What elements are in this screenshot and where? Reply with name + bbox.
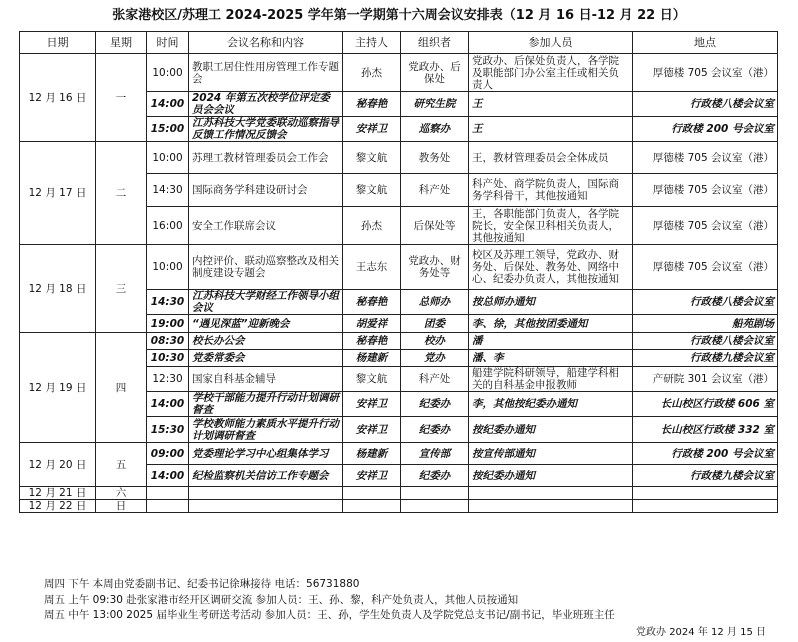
- meeting-name-cell: 2024 年第五次校学位评定委员会会议: [189, 92, 343, 117]
- organizer-cell: 党办: [401, 350, 469, 367]
- meeting-name-cell: 学校干部能力提升行动计划调研督查: [189, 392, 343, 417]
- organizer-cell: 党政办、财务处等: [401, 245, 469, 290]
- date-cell: 12 月 17 日: [20, 142, 96, 245]
- weekday-cell: 一: [96, 54, 147, 142]
- host-cell: 杨建新: [343, 350, 401, 367]
- location-cell: 船苑剧场: [633, 315, 778, 333]
- meeting-name-cell: [189, 487, 343, 500]
- organizer-cell: 纪委办: [401, 392, 469, 417]
- organizer-cell: 后保处等: [401, 207, 469, 245]
- header-weekday: 星期: [96, 32, 147, 54]
- organizer-cell: 研究生院: [401, 92, 469, 117]
- location-cell: 厚德楼 705 会议室（港）: [633, 54, 778, 92]
- location-cell: [633, 500, 778, 513]
- host-cell: 孙杰: [343, 54, 401, 92]
- header-date: 日期: [20, 32, 96, 54]
- page-title: 张家港校区/苏理工 2024-2025 学年第一学期第十六周会议安排表（12 月 16 日-12 月 22 日）: [112, 8, 686, 23]
- location-cell: 行政楼 200 号会议室: [633, 443, 778, 465]
- host-cell: 孙杰: [343, 207, 401, 245]
- attendees-cell: 王，各职能部门负责人，各学院院长，安全保卫科相关负责人，其他按通知: [469, 207, 633, 245]
- host-cell: 秘春艳: [343, 290, 401, 315]
- organizer-cell: 团委: [401, 315, 469, 333]
- location-cell: 长山校区行政楼 606 室: [633, 392, 778, 417]
- meeting-name-cell: 党委常委会: [189, 350, 343, 367]
- time-cell: [147, 487, 189, 500]
- attendees-cell: 按纪委办通知: [469, 417, 633, 443]
- footer-note-2: 周五 上午 09:30 赴张家港市经开区调研交流 参加人员：王、孙、黎，科产处负责人，其他人员按通知: [44, 594, 519, 606]
- time-cell: 09:00: [147, 443, 189, 465]
- header-row: [20, 32, 778, 54]
- time-cell: 15:30: [147, 417, 189, 443]
- weekday-cell: 六: [96, 487, 147, 500]
- meeting-name-cell: “遇见深蓝”迎新晚会: [189, 315, 343, 333]
- time-cell: 10:00: [147, 142, 189, 174]
- weekday-cell: 五: [96, 443, 147, 487]
- schedule-table: [19, 31, 778, 513]
- location-cell: 行政楼九楼会议室: [633, 465, 778, 487]
- footer-note-3: 周五 中午 13:00 2025 届毕业生考研送考活动 参加人员：王、孙，学生处负责人及学院党总支书记/副书记，毕业班班主任: [44, 609, 615, 621]
- host-cell: 安祥卫: [343, 465, 401, 487]
- host-cell: [343, 487, 401, 500]
- attendees-cell: 李、徐，其他按团委通知: [469, 315, 633, 333]
- header-attendees: 参加人员: [469, 32, 633, 54]
- time-cell: 10:30: [147, 350, 189, 367]
- location-cell: 厚德楼 705 会议室（港）: [633, 245, 778, 290]
- attendees-cell: 王，教材管理委员会全体成员: [469, 142, 633, 174]
- meeting-name-cell: 苏理工教材管理委员会工作会: [189, 142, 343, 174]
- date-cell: 12 月 16 日: [20, 54, 96, 142]
- location-cell: 行政楼八楼会议室: [633, 333, 778, 350]
- time-cell: 15:00: [147, 117, 189, 142]
- time-cell: 08:30: [147, 333, 189, 350]
- host-cell: 黎文航: [343, 367, 401, 392]
- date-cell: 12 月 22 日: [20, 500, 96, 513]
- meeting-name-cell: 江苏科技大学党委联动巡察指导反馈工作情况反馈会: [189, 117, 343, 142]
- time-cell: 14:00: [147, 465, 189, 487]
- meeting-name-cell: 党委理论学习中心组集体学习: [189, 443, 343, 465]
- host-cell: [343, 500, 401, 513]
- organizer-cell: 党政办、后保处: [401, 54, 469, 92]
- host-cell: 杨建新: [343, 443, 401, 465]
- weekday-cell: 二: [96, 142, 147, 245]
- attendees-cell: 党政办、后保处负责人，各学院及职能部门办公室主任或相关负责人: [469, 54, 633, 92]
- host-cell: 秘春艳: [343, 92, 401, 117]
- attendees-cell: 按总师办通知: [469, 290, 633, 315]
- time-cell: 12:30: [147, 367, 189, 392]
- attendees-cell: [469, 500, 633, 513]
- attendees-cell: 船建学院科研领导，船建学科相关的自科基金申报教师: [469, 367, 633, 392]
- empty-day-row: [20, 487, 778, 500]
- attendees-cell: 李，其他按纪委办通知: [469, 392, 633, 417]
- organizer-cell: 科产处: [401, 174, 469, 207]
- attendees-cell: 按宣传部通知: [469, 443, 633, 465]
- table-row: [20, 443, 778, 465]
- location-cell: 长山校区行政楼 332 室: [633, 417, 778, 443]
- organizer-cell: 科产处: [401, 367, 469, 392]
- host-cell: 王志东: [343, 245, 401, 290]
- time-cell: [147, 500, 189, 513]
- host-cell: 安祥卫: [343, 417, 401, 443]
- weekday-cell: 三: [96, 245, 147, 333]
- location-cell: 行政楼八楼会议室: [633, 290, 778, 315]
- time-cell: 14:00: [147, 392, 189, 417]
- location-cell: 厚德楼 705 会议室（港）: [633, 142, 778, 174]
- attendees-cell: 王: [469, 92, 633, 117]
- header-organizer: 组织者: [401, 32, 469, 54]
- attendees-cell: 潘、李: [469, 350, 633, 367]
- meeting-name-cell: 国家自科基金辅导: [189, 367, 343, 392]
- meeting-name-cell: 国际商务学科建设研讨会: [189, 174, 343, 207]
- meeting-name-cell: 内控评价、联动巡察整改及相关制度建设专题会: [189, 245, 343, 290]
- weekday-cell: 四: [96, 333, 147, 443]
- organizer-cell: 纪委办: [401, 417, 469, 443]
- attendees-cell: 王: [469, 117, 633, 142]
- attendees-cell: 潘: [469, 333, 633, 350]
- meeting-name-cell: [189, 500, 343, 513]
- meeting-name-cell: 江苏科技大学财经工作领导小组会议: [189, 290, 343, 315]
- host-cell: 秘春艳: [343, 333, 401, 350]
- empty-day-row: [20, 500, 778, 513]
- organizer-cell: 校办: [401, 333, 469, 350]
- time-cell: 14:00: [147, 92, 189, 117]
- weekday-cell: 日: [96, 500, 147, 513]
- time-cell: 19:00: [147, 315, 189, 333]
- table-row: [20, 142, 778, 174]
- location-cell: 厚德楼 705 会议室（港）: [633, 207, 778, 245]
- host-cell: 安祥卫: [343, 392, 401, 417]
- organizer-cell: [401, 487, 469, 500]
- meeting-name-cell: 安全工作联席会议: [189, 207, 343, 245]
- organizer-cell: 巡察办: [401, 117, 469, 142]
- meeting-name-cell: 学校教师能力素质水平提升行动计划调研督查: [189, 417, 343, 443]
- signature: 党政办 2024 年 12 月 15 日: [636, 627, 766, 638]
- header-location: 地点: [633, 32, 778, 54]
- table-row: [20, 333, 778, 350]
- table-row: [20, 54, 778, 92]
- location-cell: 行政楼八楼会议室: [633, 92, 778, 117]
- footer-note-1: 周四 下午 本周由党委副书记、纪委书记徐琳接待 电话：56731880: [44, 578, 360, 590]
- date-cell: 12 月 20 日: [20, 443, 96, 487]
- attendees-cell: [469, 487, 633, 500]
- meeting-name-cell: 教职工居住性用房管理工作专题会: [189, 54, 343, 92]
- location-cell: 产研院 301 会议室（港）: [633, 367, 778, 392]
- host-cell: 安祥卫: [343, 117, 401, 142]
- time-cell: 10:00: [147, 54, 189, 92]
- header-time: 时间: [147, 32, 189, 54]
- organizer-cell: 宣传部: [401, 443, 469, 465]
- meeting-name-cell: 纪检监察机关信访工作专题会: [189, 465, 343, 487]
- location-cell: 行政楼 200 号会议室: [633, 117, 778, 142]
- header-host: 主持人: [343, 32, 401, 54]
- host-cell: 黎文航: [343, 174, 401, 207]
- attendees-cell: 按纪委办通知: [469, 465, 633, 487]
- organizer-cell: 纪委办: [401, 465, 469, 487]
- date-cell: 12 月 19 日: [20, 333, 96, 443]
- time-cell: 16:00: [147, 207, 189, 245]
- attendees-cell: 校区及苏理工领导，党政办、财务处、后保处、教务处、网络中心、纪委办负责人，其他按通知: [469, 245, 633, 290]
- meeting-name-cell: 校长办公会: [189, 333, 343, 350]
- location-cell: 厚德楼 705 会议室（港）: [633, 174, 778, 207]
- time-cell: 10:00: [147, 245, 189, 290]
- table-row: [20, 245, 778, 290]
- header-meeting: 会议名称和内容: [189, 32, 343, 54]
- host-cell: 胡爱祥: [343, 315, 401, 333]
- location-cell: [633, 487, 778, 500]
- date-cell: 12 月 21 日: [20, 487, 96, 500]
- date-cell: 12 月 18 日: [20, 245, 96, 333]
- organizer-cell: [401, 500, 469, 513]
- organizer-cell: 教务处: [401, 142, 469, 174]
- attendees-cell: 科产处、商学院负责人，国际商务学科骨干，其他按通知: [469, 174, 633, 207]
- location-cell: 行政楼九楼会议室: [633, 350, 778, 367]
- time-cell: 14:30: [147, 174, 189, 207]
- host-cell: 黎文航: [343, 142, 401, 174]
- organizer-cell: 总师办: [401, 290, 469, 315]
- time-cell: 14:30: [147, 290, 189, 315]
